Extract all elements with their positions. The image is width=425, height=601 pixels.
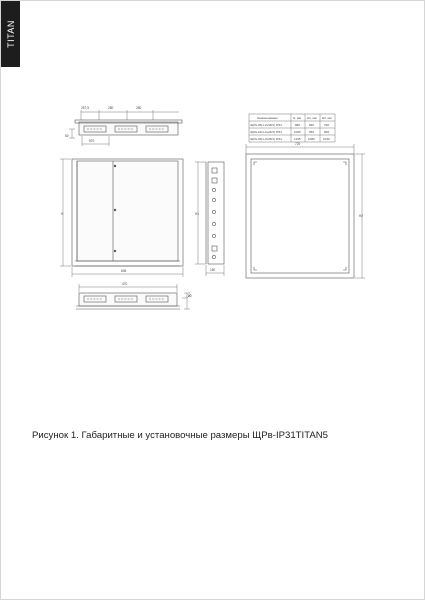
table-cell: ЩРв-24(1-2х24/3) IP31 [250,130,282,134]
dim-top-offset: 257,5 [81,106,89,110]
table-header-h1: Н1, мм [307,116,317,120]
table-cell: ЩРв-36(1-2х36/3) IP31 [250,123,282,127]
table-cell: 955 [309,130,315,134]
figure-caption: Рисунок 1. Габаритные и установочные размеры ЩРв-IP31TITAN5 [32,430,329,441]
dim-front-height: H [61,212,64,216]
top-view [69,110,182,146]
technical-drawing [1,1,425,601]
dim-bottom-depth: 80 [188,294,192,298]
dim-top-depth: 60 [65,134,69,138]
side-tab-label: TITAN [5,20,16,48]
table-cell: 1135 [294,137,301,141]
table-cell: 1005 [294,130,301,134]
table-cell: 905 [324,130,330,134]
bottom-view [76,284,191,309]
dim-mount-width: 720 [295,142,301,146]
table-cell: 880 [295,123,301,127]
side-view [195,162,224,276]
table-cell: 790 [324,123,330,127]
dim-side-depth: 150 [210,268,216,272]
table-cell: ЩРв-36(1-3х36/4) IP31 [250,137,282,141]
mount-view [246,144,365,278]
table-header-h2: Н2, мм [322,116,332,120]
front-view [60,159,183,277]
dim-bottom-width: 470 [122,282,128,286]
table-header-name: Наименование [257,116,278,120]
dim-mount-height: H2 [359,214,364,218]
dim-side-height: H1 [195,212,200,216]
dim-top-pitch-1: 280 [108,106,114,110]
table-header-h: Н, мм [293,116,301,120]
table-cell: 830 [309,123,315,127]
dim-front-width: 605 [121,269,127,273]
table-cell: 1030 [323,137,330,141]
dim-top-pitch-2: 280 [136,106,142,110]
table-cell: 1080 [308,137,315,141]
dim-top-bottom: 570 [89,139,95,143]
